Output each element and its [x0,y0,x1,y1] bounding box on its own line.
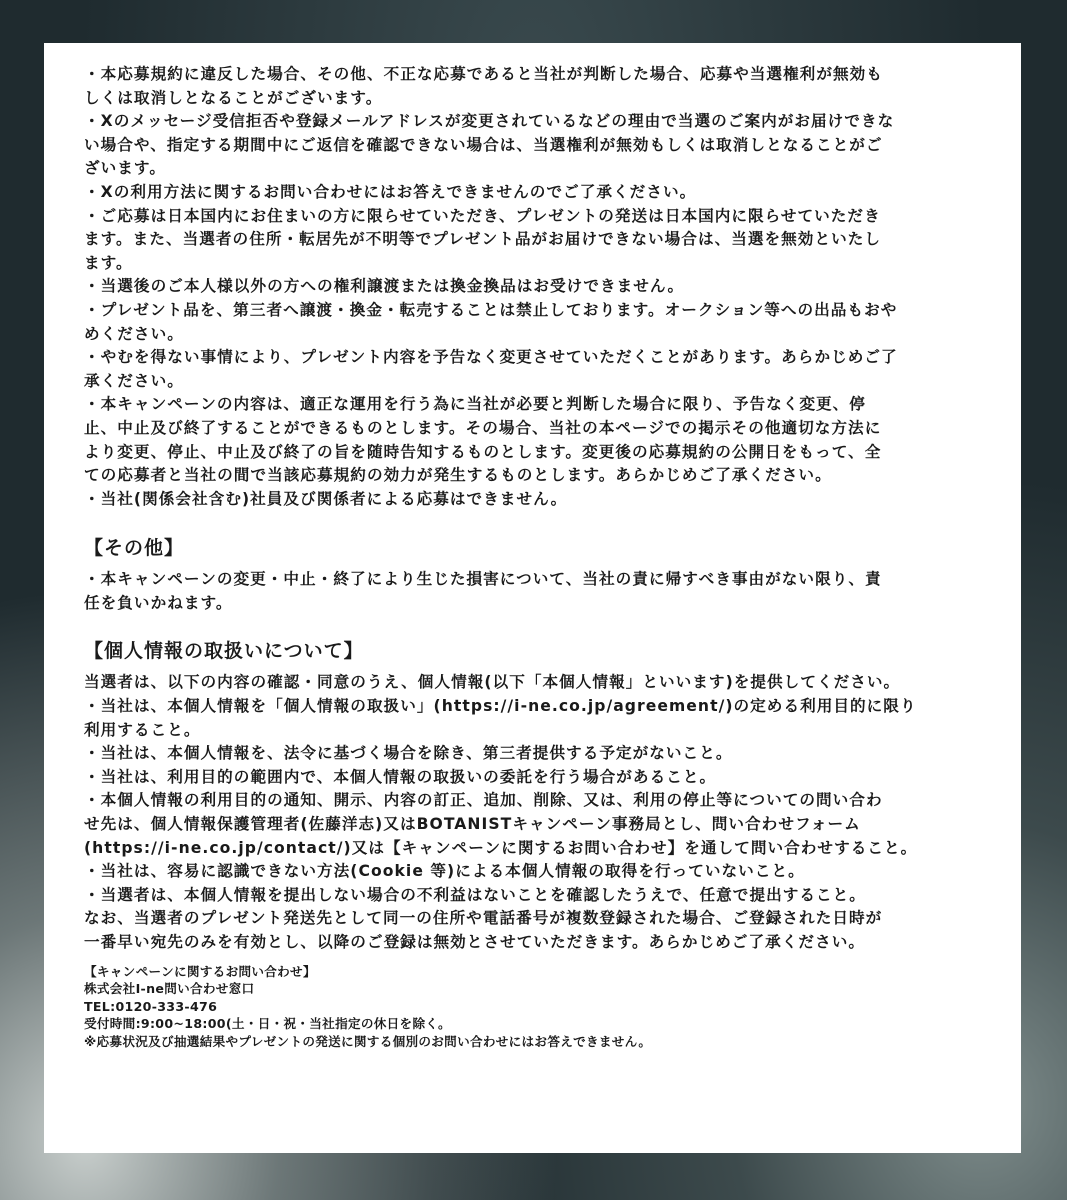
contact-company: 株式会社I-ne問い合わせ窓口 [84,981,255,997]
rules-line: ての応募者と当社の間で当該応募規約の効力が発生するものとします。あらかじめご了承ください。 [84,466,832,485]
rules-line: ・ご応募は日本国内にお住まいの方に限らせていただき、プレゼントの発送は日本国内に限らせていただき [84,206,881,225]
spacer [84,511,985,534]
rules-line: 止、中止及び終了することができるものとします。その場合、当社の本ページでの掲示その他適切な方法に [84,418,882,437]
contact-phone: TEL:0120-333-476 [84,998,218,1014]
rules-line: ます。 [84,253,133,272]
rules-line: ・やむを得ない事情により、プレゼント内容を予告なく変更させていただくことがあります。あらかじめご了 [84,348,898,367]
other-line: 任を負いかねます。 [84,593,233,612]
privacy-line: ・当選者は、本個人情報を提出しない場合の不利益はないことを確認したうえで、任意で提出すること。 [84,885,866,904]
contact-section [84,963,985,1051]
spacer [84,615,985,637]
privacy-heading: 【個人情報の取扱いについて】 [84,640,364,663]
rules-line: ・本応募規約に違反した場合、その他、不正な応募であると当社が判断した場合、応募や当選権利が無効も [84,65,883,83]
privacy-line: ・当社は、本個人情報を「個人情報の取扱い」(https://i-ne.co.jp/agreement/)の定める利用目的に限り [84,697,917,716]
contact-heading: 【キャンペーンに関するお問い合わせ】 [84,963,316,979]
privacy-line: 一番早い宛先のみを有効とし、以降のご登録は無効とさせていただきます。あらかじめご了承ください。 [84,933,866,951]
privacy-line: なお、当選者のプレゼント発送先として同一の住所や電話番号が複数登録された場合、ご登録された日時が [84,909,883,928]
rules-line: ます。また、当選者の住所・転居先が不明等でプレゼント品がお届けできない場合は、当選を無効といたし [84,230,882,249]
rules-line: ざいます。 [84,159,166,178]
privacy-line: ・当社は、本個人情報を、法令に基づく場合を除き、第三者提供する予定がないこと。 [84,744,733,763]
privacy-line: ・当社は、容易に認識できない方法(Cookie 等)による本個人情報の取得を行っていないこと。 [84,862,805,881]
contact-hours: 受付時間:9:00~18:00(土・日・祝・当社指定の休日を除く。 [84,1016,451,1032]
rules-line: ・本キャンペーンの内容は、適正な運用を行う為に当社が必要と判断した場合に限り、予告なく変更、停 [84,395,866,414]
rules-line: ・Xのメッセージ受信拒否や登録メールアドレスが変更されているなどの理由で当選のご案内がお届けできな [84,112,895,131]
privacy-line: 利用すること。 [84,720,201,739]
rules-line: ・Xの利用方法に関するお問い合わせにはお答えできませんのでご了承ください。 [84,182,697,201]
rules-line: より変更、停止、中止及び終了の旨を随時告知するものとします。変更後の応募規約の公開日をもって、全 [84,442,882,461]
rules-section [84,63,985,511]
rules-line: ・当選後のご本人様以外の方への権利譲渡または換金換品はお受けできません。 [84,277,685,296]
privacy-section [84,637,985,954]
contact-note: ※応募状況及び抽選結果やプレゼントの発送に関する個別のお問い合わせにはお答えできません。 [84,1033,652,1049]
notice-panel [44,43,1021,1153]
privacy-line: せ先は、個人情報保護管理者(佐藤洋志)又はBOTANISTキャンペーン事務局とし、問い合わせフォーム [84,815,861,834]
rules-line: しくは取消しとなることがございます。 [84,88,383,107]
rules-line: ・プレゼント品を、第三者へ譲渡・換金・転売することは禁止しております。オークション等への出品もおや [84,300,898,319]
privacy-line: 当選者は、以下の内容の確認・同意のうえ、個人情報(以下「本個人情報」といいます)を提供してください。 [84,673,901,692]
rules-line: い場合や、指定する期間中にご返信を確認できない場合は、当選権利が無効もしくは取消しとなることがご [84,135,883,154]
rules-line: 承ください。 [84,371,184,390]
other-line: ・本キャンペーンの変更・中止・終了により生じた損害について、当社の責に帰すべき事由がない限り、責 [84,570,882,589]
other-section [84,534,985,615]
other-heading: 【その他】 [84,537,185,560]
privacy-line: ・本個人情報の利用目的の通知、開示、内容の訂正、追加、削除、又は、利用の停止等についての問い合わ [84,791,883,810]
privacy-line: ・当社は、利用目的の範囲内で、本個人情報の取扱いの委託を行う場合があること。 [84,767,717,786]
rules-line: ・当社(関係会社含む)社員及び関係者による応募はできません。 [84,489,568,508]
rules-line: めください。 [84,324,184,343]
privacy-line: (https://i-ne.co.jp/contact/)又は【キャンペーンに関するお問い合わせ】を通して問い合わせすること。 [84,838,918,857]
